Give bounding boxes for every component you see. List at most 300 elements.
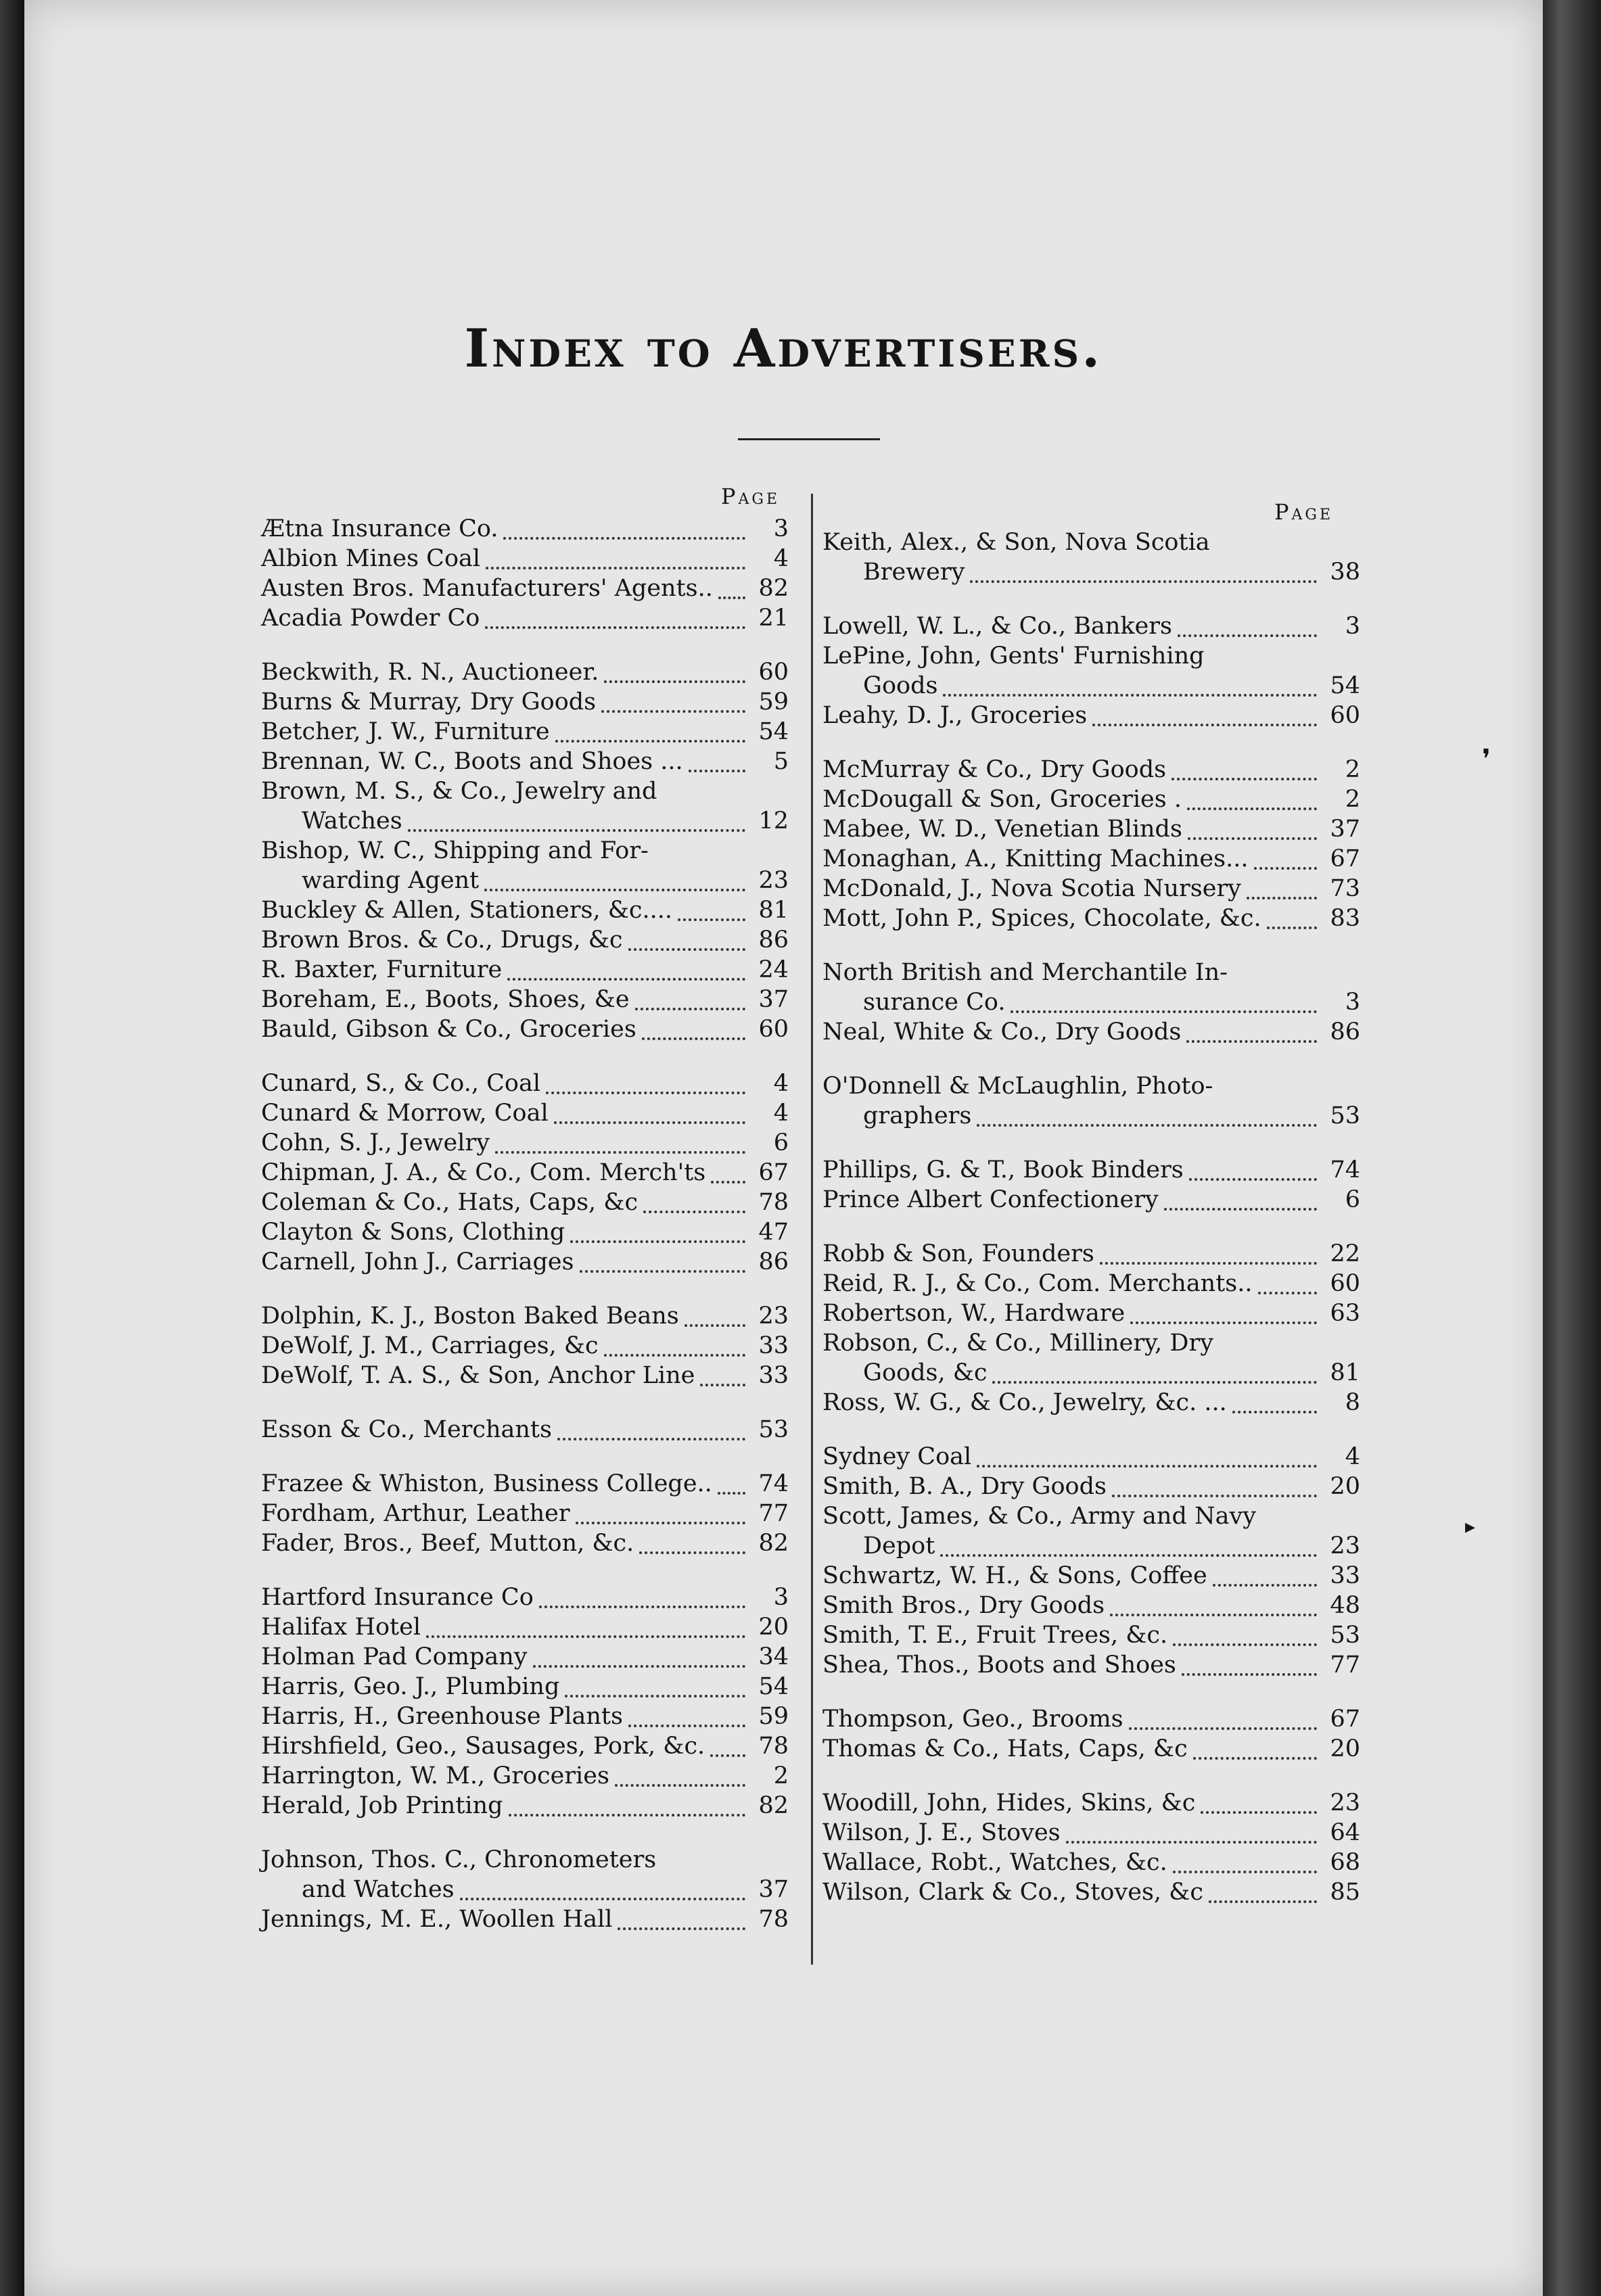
advertiser-name: O'Donnell & McLaughlin, Photo-: [822, 1073, 1213, 1100]
index-entry: [822, 1734, 1360, 1764]
page-number: 34: [758, 1643, 789, 1670]
page-number: 82: [758, 1792, 789, 1819]
page-number: 33: [758, 1362, 789, 1389]
dot-leader: [576, 1497, 745, 1524]
page-number: 78: [758, 1906, 789, 1933]
page-number: 47: [758, 1219, 789, 1246]
advertiser-name: Austen Bros. Manufacturers' Agents..: [261, 575, 713, 602]
group-gap: [822, 587, 1360, 611]
dot-leader: [1100, 1238, 1317, 1265]
page-number: 23: [1330, 1532, 1360, 1560]
dot-leader: [1209, 1876, 1317, 1903]
page-number: 54: [758, 1673, 789, 1700]
index-entry-continued: [261, 1875, 789, 1904]
index-entry: [261, 1014, 789, 1044]
index-entry: [822, 611, 1360, 641]
dot-leader: [484, 864, 745, 891]
index-entry: [822, 701, 1360, 730]
page-number: 20: [1330, 1735, 1360, 1762]
page-number: 60: [1330, 702, 1360, 729]
page-number: 22: [1330, 1240, 1360, 1267]
index-entry: [261, 925, 789, 955]
page-number: 4: [773, 1070, 789, 1097]
advertiser-name-continued: Depot: [863, 1532, 935, 1560]
index-entry: [822, 1185, 1360, 1215]
advertiser-name: Betcher, J. W., Furniture: [261, 718, 550, 745]
index-entry: [822, 784, 1360, 814]
right-page-heading: Page: [1274, 499, 1334, 525]
left-column: [261, 514, 789, 1934]
dot-leader: [992, 1357, 1317, 1384]
dot-leader: [1247, 872, 1317, 899]
page-number: 60: [758, 1016, 789, 1043]
advertiser-name: LePine, John, Gents' Furnishing: [822, 642, 1205, 670]
index-entry: [822, 1239, 1360, 1269]
page-number: 6: [1345, 1186, 1360, 1213]
group-gap: [822, 1680, 1360, 1704]
advertiser-name: Boreham, E., Boots, Shoes, &e: [261, 986, 630, 1013]
index-entry: [822, 1298, 1360, 1328]
advertiser-name: Holman Pad Company: [261, 1643, 528, 1670]
index-entry: [822, 1269, 1360, 1298]
index-entry: [261, 514, 789, 544]
advertiser-name: Mabee, W. D., Venetian Blinds: [822, 816, 1182, 843]
dot-leader: [940, 1530, 1317, 1557]
page-number: 33: [758, 1332, 789, 1359]
index-entry: [261, 1217, 789, 1247]
advertiser-name: Bauld, Gibson & Co., Groceries: [261, 1016, 636, 1043]
advertiser-name: Brennan, W. C., Boots and Shoes ...: [261, 748, 683, 775]
advertiser-name: Chipman, J. A., & Co., Com. Merch'ts: [261, 1159, 706, 1186]
index-entry: [822, 1071, 1360, 1101]
page-number: 83: [1330, 905, 1360, 932]
advertiser-name: Reid, R. J., & Co., Com. Merchants..: [822, 1270, 1253, 1297]
page-number: 60: [758, 659, 789, 686]
dot-leader: [1011, 986, 1317, 1013]
advertiser-name: Harris, H., Greenhouse Plants: [261, 1703, 623, 1730]
index-entry: [261, 955, 789, 985]
page-number: 2: [1345, 756, 1360, 783]
page-number: 20: [758, 1614, 789, 1641]
index-entry: [822, 1155, 1360, 1185]
index-entry: [822, 1472, 1360, 1501]
group-gap: [822, 730, 1360, 755]
advertiser-name: Cohn, S. J., Jewelry: [261, 1129, 490, 1156]
dot-leader: [1189, 1154, 1317, 1181]
advertiser-name: Wallace, Robt., Watches, &c.: [822, 1849, 1167, 1876]
dot-leader: [555, 716, 745, 743]
advertiser-name: McDougall & Son, Groceries .: [822, 786, 1182, 813]
index-entry: [261, 1731, 789, 1761]
index-entry: [822, 1388, 1360, 1418]
index-entry: [822, 844, 1360, 874]
dot-leader: [1066, 1817, 1317, 1844]
dot-leader: [1110, 1589, 1317, 1616]
index-entry: [822, 641, 1360, 671]
page-number: 2: [773, 1762, 789, 1789]
index-entry: [261, 1301, 789, 1331]
page-number: 82: [758, 575, 789, 602]
advertiser-name: Ross, W. G., & Co., Jewelry, &c. ...: [822, 1389, 1227, 1416]
index-entry: [822, 1877, 1360, 1907]
page-number: 21: [758, 605, 789, 632]
page-number: 53: [1330, 1102, 1360, 1129]
page-number: 68: [1330, 1849, 1360, 1876]
advertiser-name: Cunard, S., & Co., Coal: [261, 1070, 541, 1097]
index-entry: [261, 1499, 789, 1528]
page-edge: [1543, 0, 1601, 2296]
dot-leader: [689, 745, 745, 772]
advertiser-name: Esson & Co., Merchants: [261, 1416, 552, 1443]
page-number: 54: [758, 718, 789, 745]
page-number: 77: [1330, 1651, 1360, 1679]
advertiser-name: Scott, James, & Co., Army and Navy: [822, 1503, 1257, 1530]
index-entry: [261, 1791, 789, 1821]
page-number: 6: [773, 1129, 789, 1156]
advertiser-name: DeWolf, T. A. S., & Son, Anchor Line: [261, 1362, 695, 1389]
index-entry-continued: [822, 1358, 1360, 1388]
dot-leader: [1112, 1470, 1317, 1497]
dot-leader: [1129, 1703, 1317, 1730]
page-number: 23: [758, 867, 789, 894]
dot-leader: [486, 542, 745, 569]
advertiser-name: Smith, B. A., Dry Goods: [822, 1473, 1107, 1500]
dot-leader: [643, 1186, 745, 1213]
advertiser-name: Fordham, Arthur, Leather: [261, 1500, 570, 1527]
page-number: 4: [1345, 1443, 1360, 1470]
advertiser-name: Smith Bros., Dry Goods: [822, 1592, 1105, 1619]
index-entry: [261, 603, 789, 633]
page-number: 37: [758, 1876, 789, 1903]
advertiser-name: Carnell, John J., Carriages: [261, 1248, 574, 1275]
dot-leader: [1130, 1297, 1317, 1324]
page-number: 81: [1330, 1359, 1360, 1386]
index-entry: [261, 1158, 789, 1188]
advertiser-name: Cunard & Morrow, Coal: [261, 1100, 549, 1127]
dot-leader: [1092, 699, 1317, 726]
page-number: 60: [1330, 1270, 1360, 1297]
index-entry: [261, 1702, 789, 1731]
dot-leader: [628, 924, 746, 951]
index-entry: [261, 717, 789, 747]
index-entry-continued: [822, 557, 1360, 587]
dot-leader: [639, 1527, 745, 1554]
advertiser-name: Coleman & Co., Hats, Caps, &c: [261, 1189, 639, 1216]
dot-leader: [557, 1413, 745, 1440]
page-number: 73: [1330, 875, 1360, 902]
dot-leader: [539, 1581, 745, 1608]
dot-leader: [710, 1730, 745, 1757]
index-entry: [261, 1128, 789, 1158]
page-number: 53: [758, 1416, 789, 1443]
dot-leader: [546, 1067, 745, 1094]
dot-leader: [685, 1300, 745, 1327]
advertiser-name-continued: Goods, &c: [863, 1359, 988, 1386]
advertiser-name: Frazee & Whiston, Business College..: [261, 1470, 712, 1497]
index-entry-continued: [822, 671, 1360, 701]
advertiser-name: Ætna Insurance Co.: [261, 515, 498, 542]
page-number: 63: [1330, 1300, 1360, 1327]
dot-leader: [642, 1013, 745, 1040]
index-entry: [261, 1528, 789, 1558]
group-gap: [822, 1215, 1360, 1239]
group-gap: [261, 633, 789, 657]
advertiser-name: Buckley & Allen, Stationers, &c....: [261, 897, 673, 924]
index-entry: [261, 1247, 789, 1277]
index-entry-continued: [822, 987, 1360, 1017]
index-entry: [261, 544, 789, 573]
margin-mark: ❜: [1482, 744, 1491, 775]
dot-leader: [1258, 1267, 1317, 1294]
index-entry: [822, 1620, 1360, 1650]
page-number: 59: [758, 1703, 789, 1730]
page-number: 77: [758, 1500, 789, 1527]
advertiser-name: Neal, White & Co., Dry Goods: [822, 1018, 1182, 1046]
advertiser-name-continued: Watches: [302, 807, 402, 835]
index-entry: [822, 1788, 1360, 1818]
advertiser-name: Harris, Geo. J., Plumbing: [261, 1673, 560, 1700]
page-number: 12: [758, 807, 789, 835]
page-number: 33: [1330, 1562, 1360, 1589]
page-number: 24: [758, 956, 789, 983]
advertiser-name: Wilson, Clark & Co., Stoves, &c: [822, 1879, 1203, 1906]
dot-leader: [1182, 1649, 1317, 1676]
advertiser-name: Dolphin, K. J., Boston Baked Beans: [261, 1303, 679, 1330]
dot-leader: [977, 1440, 1317, 1468]
group-gap: [261, 1390, 789, 1415]
advertiser-name: Sydney Coal: [822, 1443, 972, 1470]
page-number: 54: [1330, 672, 1360, 699]
advertiser-name: Prince Albert Confectionery: [822, 1186, 1159, 1213]
advertiser-name: Smith, T. E., Fruit Trees, &c.: [822, 1622, 1168, 1649]
dot-leader: [618, 1903, 745, 1930]
dot-leader: [604, 1330, 745, 1357]
page-number: 67: [1330, 1706, 1360, 1733]
advertiser-name: Schwartz, W. H., & Sons, Coffee: [822, 1562, 1207, 1589]
page-number: 86: [758, 927, 789, 954]
index-entry: [822, 1818, 1360, 1848]
page-number: 67: [758, 1159, 789, 1186]
dot-leader: [1164, 1184, 1317, 1211]
advertiser-name-continued: and Watches: [302, 1876, 455, 1903]
dot-leader: [700, 1359, 745, 1386]
index-entry: [822, 958, 1360, 987]
index-entry: [261, 1098, 789, 1128]
advertiser-name: Hartford Insurance Co: [261, 1584, 534, 1611]
left-page-heading: Page: [721, 484, 781, 509]
page-number: 78: [758, 1189, 789, 1216]
book-spine: [0, 0, 24, 2296]
dot-leader: [1171, 753, 1317, 780]
dot-leader: [503, 513, 745, 540]
page-title: Index to Advertisers.: [464, 318, 1103, 379]
index-entry: [261, 985, 789, 1014]
index-entry: [261, 1069, 789, 1098]
page-number: 5: [773, 748, 789, 775]
advertiser-name-continued: surance Co.: [863, 989, 1006, 1016]
dot-leader: [460, 1873, 745, 1900]
dot-leader: [604, 656, 745, 683]
index-entry: [261, 836, 789, 866]
index-entry: [261, 776, 789, 806]
advertiser-name: North British and Merchantile In-: [822, 959, 1228, 986]
index-entry: [261, 1761, 789, 1791]
dot-leader: [485, 602, 745, 629]
advertiser-name: DeWolf, J. M., Carriages, &c: [261, 1332, 599, 1359]
index-entry: [822, 1704, 1360, 1734]
index-entry: [261, 1188, 789, 1217]
index-entry: [822, 1017, 1360, 1047]
index-entry: [822, 1650, 1360, 1680]
advertiser-name: Thompson, Geo., Brooms: [822, 1706, 1123, 1733]
advertiser-name: Albion Mines Coal: [261, 545, 481, 572]
index-entry-continued: [822, 1531, 1360, 1561]
advertiser-name: Halifax Hotel: [261, 1614, 421, 1641]
index-page: [24, 0, 1543, 2296]
page-number: 38: [1330, 559, 1360, 586]
dot-leader: [1193, 1733, 1317, 1760]
dot-leader: [1173, 1846, 1317, 1873]
index-entry: [822, 1591, 1360, 1620]
page-number: 74: [1330, 1156, 1360, 1184]
page-number: 82: [758, 1530, 789, 1557]
page-number: 8: [1345, 1389, 1360, 1416]
index-entry: [822, 1442, 1360, 1472]
index-entry: [261, 1469, 789, 1499]
advertiser-name: Woodill, John, Hides, Skins, &c: [822, 1789, 1196, 1817]
group-gap: [822, 933, 1360, 958]
dot-leader: [408, 805, 745, 832]
dot-leader: [601, 686, 745, 713]
advertiser-name: Keith, Alex., & Son, Nova Scotia: [822, 529, 1210, 556]
dot-leader: [570, 1216, 745, 1243]
page-number: 59: [758, 688, 789, 716]
dot-leader: [426, 1611, 745, 1638]
group-gap: [261, 1044, 789, 1069]
dot-leader: [1267, 902, 1317, 929]
index-entry: [822, 1848, 1360, 1877]
dot-leader: [977, 1100, 1317, 1127]
advertiser-name: Robertson, W., Hardware: [822, 1300, 1126, 1327]
group-gap: [822, 1764, 1360, 1788]
advertiser-name: Hirshfield, Geo., Sausages, Pork, &c.: [261, 1733, 705, 1760]
dot-leader: [1188, 813, 1317, 840]
page-number: 4: [773, 1100, 789, 1127]
index-entry-continued: [261, 866, 789, 895]
advertiser-name: Fader, Bros., Beef, Mutton, &c.: [261, 1530, 634, 1557]
dot-leader: [711, 1156, 745, 1184]
page-number: 86: [758, 1248, 789, 1275]
index-entry: [261, 573, 789, 603]
page-number: 74: [758, 1470, 789, 1497]
advertiser-name-continued: graphers: [863, 1102, 972, 1129]
page-number: 2: [1345, 786, 1360, 813]
dot-leader: [718, 1468, 745, 1495]
index-entry: [822, 904, 1360, 933]
dot-leader: [1201, 1787, 1317, 1814]
dot-leader: [495, 1127, 745, 1154]
page-number: 81: [758, 897, 789, 924]
index-entry: [261, 1612, 789, 1642]
page-number: 85: [1330, 1879, 1360, 1906]
group-gap: [261, 1558, 789, 1583]
index-entry: [822, 874, 1360, 904]
advertiser-name: Bishop, W. C., Shipping and For-: [261, 837, 649, 864]
index-entry: [261, 1642, 789, 1672]
page-number: 3: [1345, 613, 1360, 640]
group-gap: [261, 1445, 789, 1469]
advertiser-name: Phillips, G. & T., Book Binders: [822, 1156, 1184, 1184]
dot-leader: [1186, 1016, 1317, 1043]
index-entry: [261, 687, 789, 717]
advertiser-name: Robb & Son, Founders: [822, 1240, 1094, 1267]
index-entry: [261, 1583, 789, 1612]
advertiser-name: R. Baxter, Furniture: [261, 956, 503, 983]
dot-leader: [628, 1700, 745, 1727]
index-entry: [261, 1415, 789, 1445]
advertiser-name-continued: Goods: [863, 672, 938, 699]
dot-leader: [580, 1246, 745, 1273]
index-entry: [261, 1361, 789, 1390]
dot-leader: [678, 894, 745, 921]
index-entry-continued: [261, 806, 789, 836]
advertiser-name: Herald, Job Printing: [261, 1792, 503, 1819]
page-number: 4: [773, 545, 789, 572]
dot-leader: [970, 556, 1317, 583]
dot-leader: [1173, 1619, 1317, 1646]
dot-leader: [554, 1097, 745, 1124]
dot-leader: [533, 1641, 745, 1668]
dot-leader: [615, 1760, 745, 1787]
group-gap: [822, 1418, 1360, 1442]
group-gap: [822, 1131, 1360, 1155]
page-number: 3: [773, 1584, 789, 1611]
page-number: 86: [1330, 1018, 1360, 1046]
advertiser-name: Thomas & Co., Hats, Caps, &c: [822, 1735, 1188, 1762]
advertiser-name: Beckwith, R. N., Auctioneer.: [261, 659, 599, 686]
advertiser-name: Clayton & Sons, Clothing: [261, 1219, 565, 1246]
page-number: 3: [773, 515, 789, 542]
index-entry: [822, 755, 1360, 784]
index-entry-continued: [822, 1101, 1360, 1131]
page-number: 20: [1330, 1473, 1360, 1500]
page-number: 23: [1330, 1789, 1360, 1817]
index-entry: [261, 1331, 789, 1361]
dot-leader: [507, 954, 745, 981]
page-number: 3: [1345, 989, 1360, 1016]
page-number: 37: [758, 986, 789, 1013]
group-gap: [261, 1277, 789, 1301]
index-entry: [261, 657, 789, 687]
index-entry: [822, 528, 1360, 557]
margin-mark: ▸: [1465, 1515, 1476, 1539]
dot-leader: [1254, 843, 1318, 870]
page-number: 78: [758, 1733, 789, 1760]
advertiser-name: McMurray & Co., Dry Goods: [822, 756, 1167, 783]
title-rule: [738, 438, 880, 440]
advertiser-name: Johnson, Thos. C., Chronometers: [261, 1846, 657, 1873]
advertiser-name: Lowell, W. L., & Co., Bankers: [822, 613, 1172, 640]
index-entry: [822, 1561, 1360, 1591]
dot-leader: [565, 1670, 745, 1697]
advertiser-name: Wilson, J. E., Stoves: [822, 1819, 1061, 1846]
advertiser-name: Harrington, W. M., Groceries: [261, 1762, 609, 1789]
advertiser-name: Jennings, M. E., Woollen Hall: [261, 1906, 613, 1933]
page-number: 64: [1330, 1819, 1360, 1846]
advertiser-name: Brown Bros. & Co., Drugs, &c: [261, 927, 623, 954]
column-divider: [811, 494, 813, 1965]
index-entry: [261, 747, 789, 776]
